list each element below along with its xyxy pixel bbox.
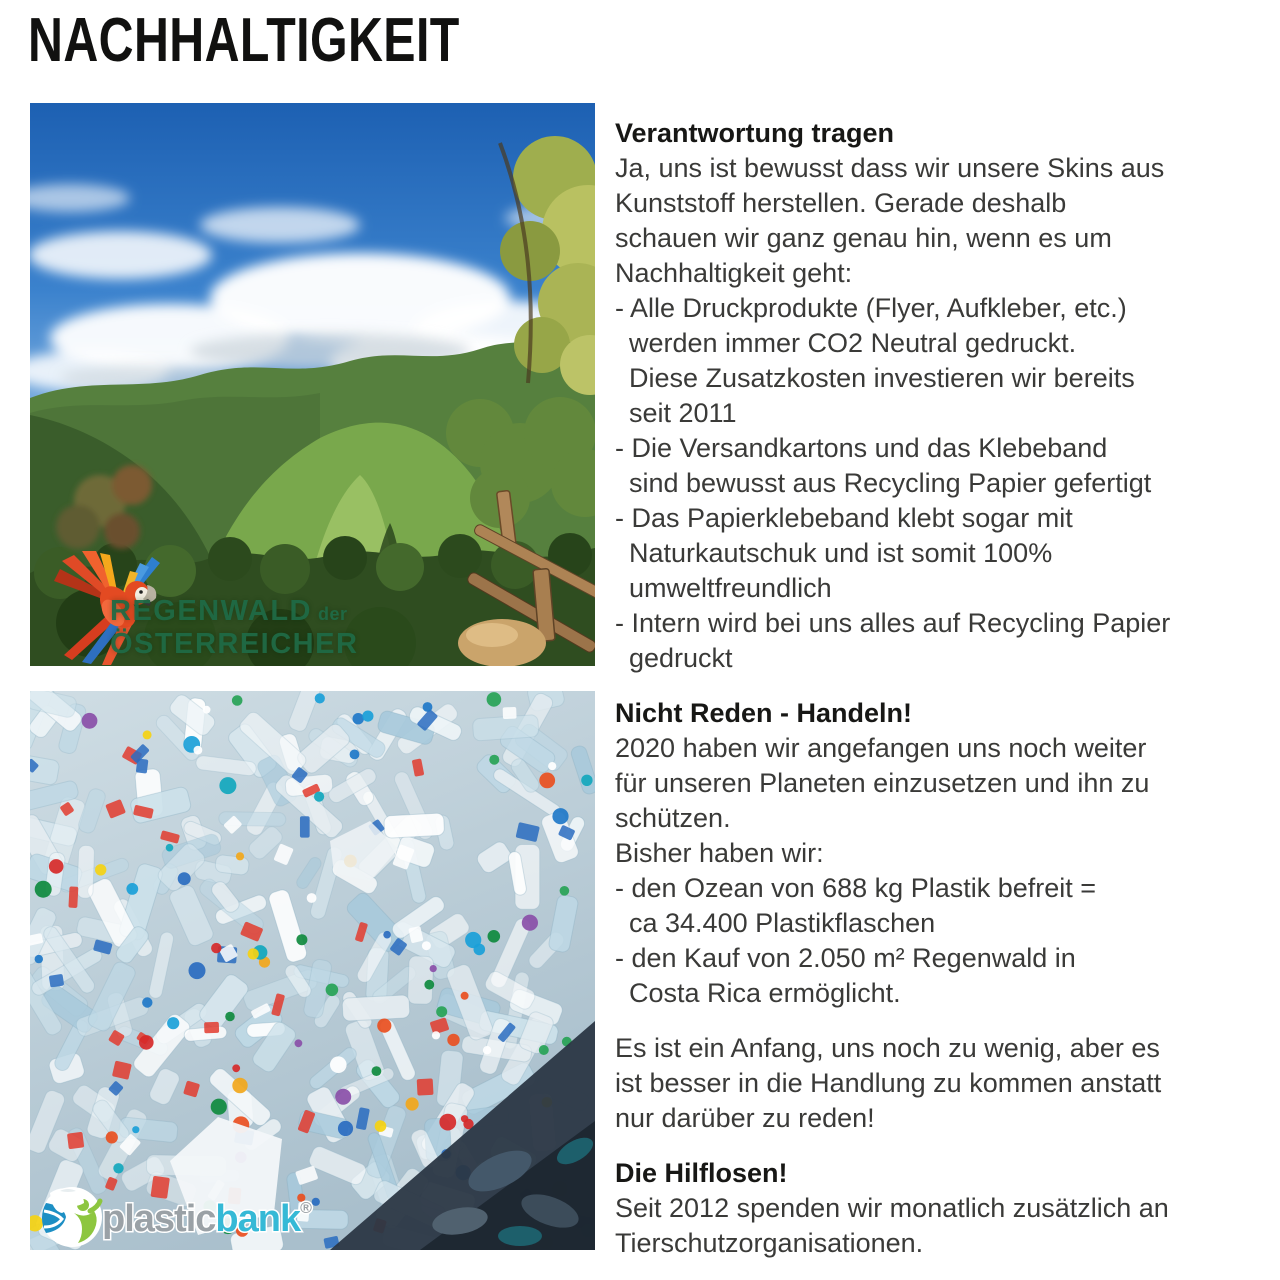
text-line: sind bewusst aus Recycling Papier gefertigt (629, 468, 1152, 498)
text-line: ist besser in die Handlung zu kommen anstatt (615, 1068, 1162, 1098)
page-title: NACHHALTIGKEIT (28, 6, 460, 75)
plasticbank-reg: ® (300, 1200, 311, 1217)
regenwald-logo-word2: der (317, 604, 348, 624)
bullet-line: - Die Versandkartons und das Klebeband (615, 433, 1108, 463)
text-line: Naturkautschuk und ist somit 100% (629, 538, 1053, 568)
bullet-line: - den Kauf von 2.050 m² Regenwald in (615, 943, 1076, 973)
bullet-line: - Intern wird bei uns alles auf Recycling Papier (615, 608, 1171, 638)
text-column (615, 116, 1275, 1280)
text-line: Seit 2012 spenden wir monatlich zusätzlich an (615, 1193, 1169, 1223)
section-anfang (615, 1031, 1275, 1136)
section-heading: Die Hilflosen! (615, 1158, 788, 1188)
regenwald-logo-word1: REGENWALD (110, 595, 312, 627)
text-line: seit 2011 (629, 398, 737, 428)
section-heading: Nicht Reden - Handeln! (615, 698, 913, 728)
section-verantwortung (615, 116, 1275, 676)
bullet-line: - den Ozean von 688 kg Plastik befreit = (615, 873, 1097, 903)
text-line: 2020 haben wir angefangen uns noch weiter (615, 733, 1147, 763)
plasticbank-globe-icon (42, 1187, 102, 1247)
plasticbank-logo (36, 1185, 376, 1249)
text-line: Kunststoff herstellen. Gerade deshalb (615, 188, 1067, 218)
text-line: ca 34.400 Plastikflaschen (629, 908, 936, 938)
text-line: Costa Rica ermöglicht. (629, 978, 901, 1008)
text-line: Es ist ein Anfang, uns noch zu wenig, aber es (615, 1033, 1160, 1063)
plasticbank-word1: plastic (102, 1198, 216, 1240)
regenwald-logo (110, 597, 358, 659)
text-line: werden immer CO2 Neutral gedruckt. (629, 328, 1077, 358)
text-line: Diese Zusatzkosten investieren wir bereits (629, 363, 1135, 393)
text-line: schauen wir ganz genau hin, wenn es um (615, 223, 1112, 253)
text-line: Bisher haben wir: (615, 838, 824, 868)
text-line: nur darüber zu reden! (615, 1103, 875, 1133)
section-handeln (615, 696, 1275, 1011)
text-line: Ja, uns ist bewusst dass wir unsere Skins aus (615, 153, 1165, 183)
section-hilflosen (615, 1156, 1275, 1261)
plastic-bottles-illustration (30, 691, 595, 1250)
rainforest-photo (30, 103, 595, 666)
text-line: schützen. (615, 803, 731, 833)
text-line: Tierschutzorganisationen. (615, 1228, 924, 1258)
text-line: für unseren Planeten einzusetzen und ihn zu (615, 768, 1150, 798)
regenwald-logo-word3: ÖSTERREICHER (110, 628, 359, 660)
text-line: Nachhaltigkeit geht: (615, 258, 853, 288)
bullet-line: - Alle Druckprodukte (Flyer, Aufkleber, etc.) (615, 293, 1127, 323)
text-line: umweltfreundlich (629, 573, 832, 603)
svg-text:plasticbank® (102, 1198, 312, 1240)
plastic-bottles-photo (30, 691, 595, 1250)
text-line: gedruckt (629, 643, 733, 673)
plasticbank-word2: bank (215, 1198, 301, 1240)
section-heading: Verantwortung tragen (615, 118, 895, 148)
bullet-line: - Das Papierklebeband klebt sogar mit (615, 503, 1073, 533)
